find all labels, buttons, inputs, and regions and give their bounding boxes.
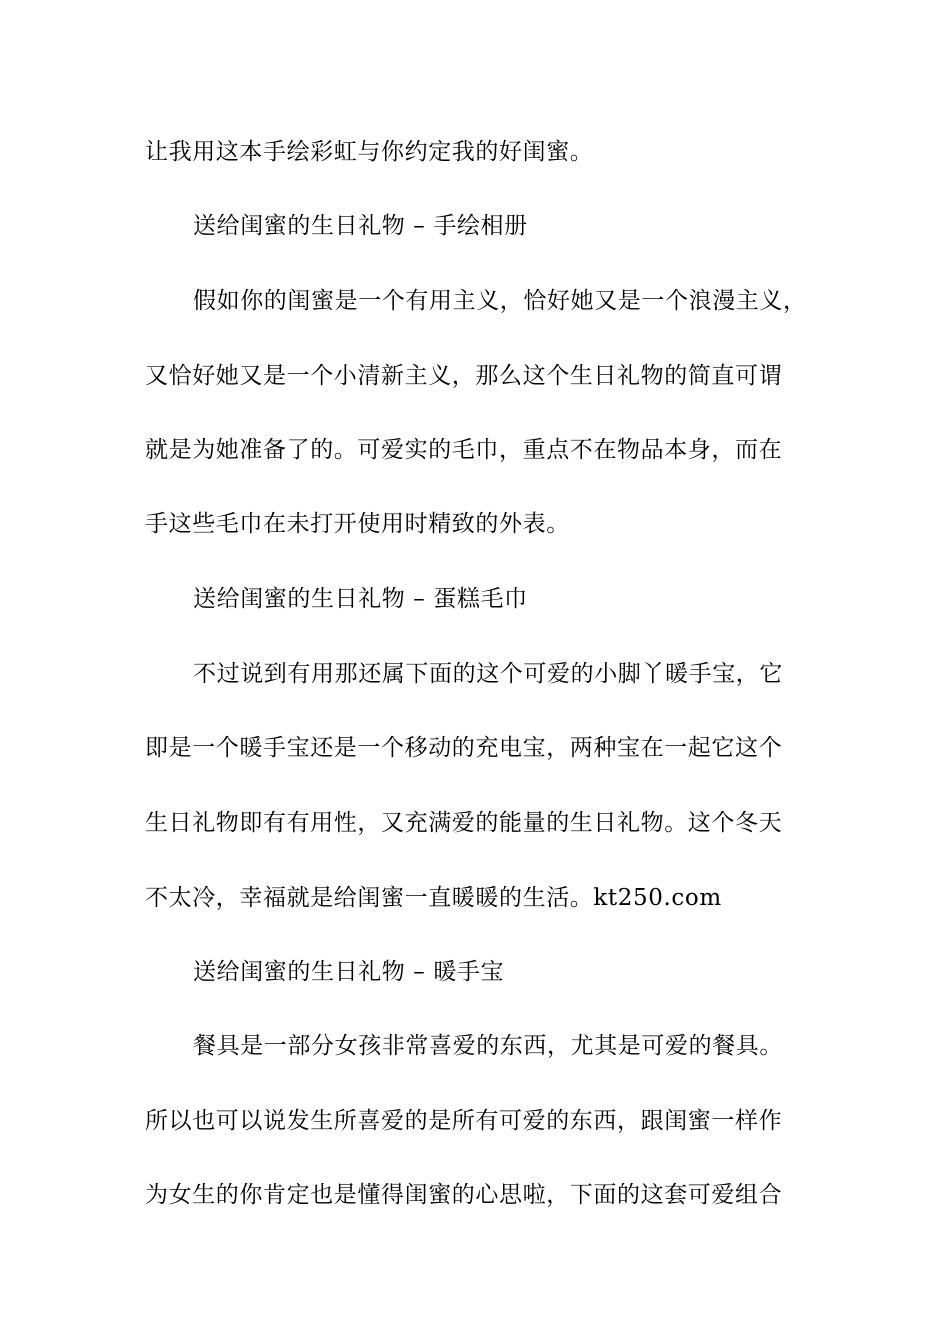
paragraph-line: 餐具是一部分女孩非常喜爱的东西，尤其是可爱的餐具。 [193,1033,783,1059]
paragraph-line: 又恰好她又是一个小清新主义，那么这个生日礼物的简直可谓 [145,363,783,389]
paragraph-line: 即是一个暖手宝还是一个移动的充电宝，两种宝在一起它这个 [145,735,783,761]
paragraph-line: 让我用这本手绘彩虹与你约定我的好闺蜜。 [145,139,594,165]
section-caption: 送给闺蜜的生日礼物 – 手绘相册 [193,213,528,239]
section-caption: 送给闺蜜的生日礼物 – 蛋糕毛巾 [193,586,528,612]
paragraph-line: 生日礼物即有有用性，又充满爱的能量的生日礼物。这个冬天 [145,810,783,836]
section-caption: 送给闺蜜的生日礼物 – 暖手宝 [193,959,505,985]
paragraph-line: 假如你的闺蜜是一个有用主义，恰好她又是一个浪漫主义， [193,288,807,314]
paragraph-line: 为女生的你肯定也是懂得闺蜜的心思啦，下面的这套可爱组合 [145,1182,783,1208]
paragraph-line: 手这些毛巾在未打开使用时精致的外表。 [145,511,570,537]
paragraph-line: 就是为她准备了的。可爱实的毛巾，重点不在物品本身，而在 [145,437,783,463]
paragraph-line: 所以也可以说发生所喜爱的是所有可爱的东西，跟闺蜜一样作 [145,1108,783,1134]
paragraph-line: 不过说到有用那还属下面的这个可爱的小脚丫暖手宝，它 [193,661,783,687]
paragraph-line: 不太冷，幸福就是给闺蜜一直暖暖的生活。kt250.com [145,885,722,911]
